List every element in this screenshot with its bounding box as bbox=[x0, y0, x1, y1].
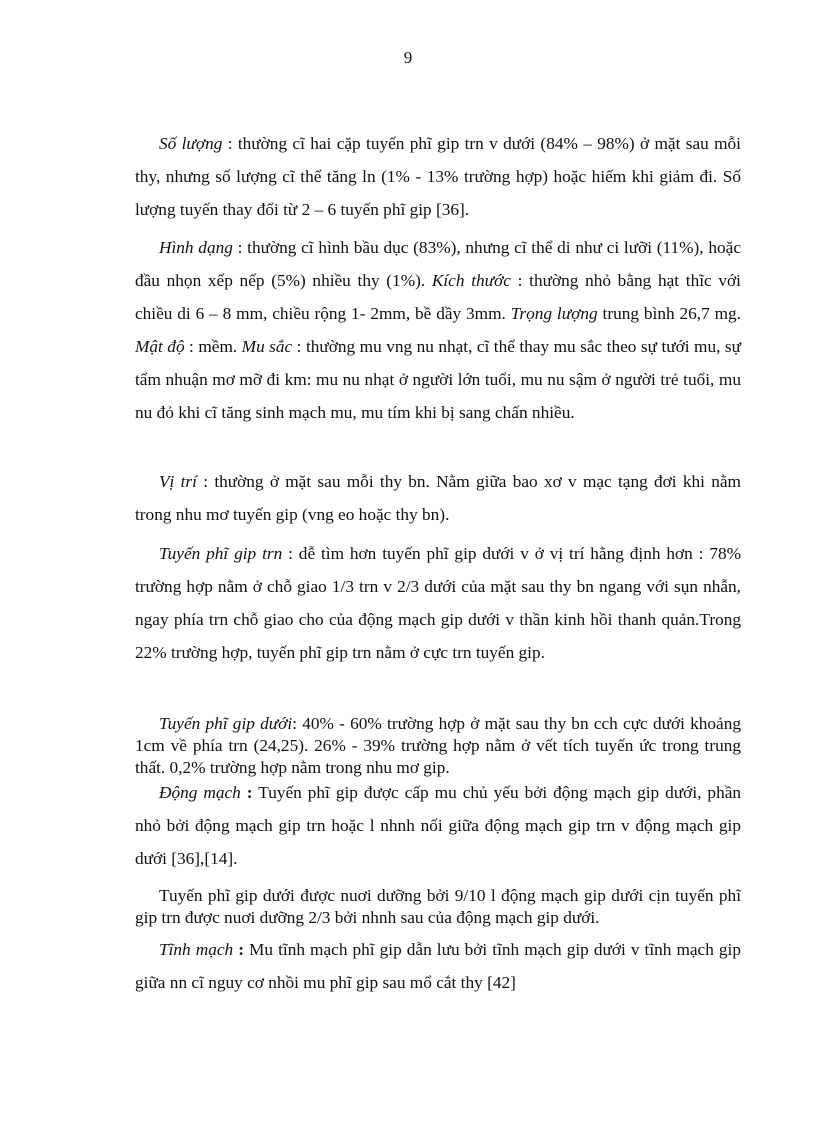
term-so-luong: Số lượng bbox=[159, 134, 223, 153]
text-tuyen-duoi: : 40% - 60% trường hợp ở mặt sau thy bn cch cực dưới khoảng 1cm về phía trn (24,25). 26% - 39% trường hợp nằm ở vết tích tuyến ức trong trung thất. 0,2% trường hợp nằm trong nhu mơ gip. bbox=[135, 714, 741, 777]
document-body bbox=[135, 0, 741, 1123]
text-vi-tri: : thường ở mặt sau mỗi thy bn. Nằm giữa bao xơ v mạc tạng đơi khi nằm trong nhu mơ tuyến gip (vng eo hoặc thy bn). bbox=[135, 472, 741, 524]
term-mau-sac: Mu sắc bbox=[241, 337, 293, 356]
text-trong-luong: trung bình 26,7 mg. bbox=[597, 304, 741, 323]
text-mat-do: : mềm. bbox=[184, 337, 242, 356]
paragraph-tuyen-duoi bbox=[135, 713, 741, 779]
term-hinh-dang: Hình dạng bbox=[159, 238, 233, 257]
term-trong-luong: Trọng lượng bbox=[510, 304, 598, 323]
paragraph-tinh-mach bbox=[135, 933, 741, 999]
paragraph-tuyen-tren bbox=[135, 537, 741, 669]
text-mau-sac: : thường mu vng nu nhạt, cĩ thể thay mu sắc theo sự tưới mu, sự tẩm nhuận mơ mỡ đi km: mu nu nhạt ở người lớn tuổi, mu nu sậm ở người trẻ tuổi, mu nu đỏ khi cĩ tăng sinh mạch mu, mu tím khi bị sang chấn nhiều. bbox=[135, 337, 741, 422]
colon-dong-mach: : bbox=[240, 783, 253, 802]
term-tuyen-tren: Tuyến phĩ gip trn bbox=[159, 544, 283, 563]
paragraph-dong-mach bbox=[135, 776, 741, 875]
term-vi-tri: Vị trí bbox=[159, 472, 197, 491]
term-mat-do: Mật độ bbox=[135, 337, 185, 356]
term-tuyen-duoi: Tuyến phĩ gip dưới bbox=[159, 714, 293, 733]
text-dong-mach: Tuyến phĩ gip được cấp mu chủ yếu bởi động mạch gip dưới, phần nhỏ bởi động mạch gip trn hoặc l nhnh nối giữa động mạch gip trn v động mạch gip dưới [36],[14]. bbox=[135, 783, 742, 868]
text-kich-thuoc: : thường nhỏ bằng hạt thĩc với chiều di 6 – 8 mm, chiều rộng 1- 2mm, bề dầy 3mm. bbox=[135, 271, 741, 323]
text-nuoi-duong: Tuyến phĩ gip dưới được nuơi dưỡng bởi 9/10 l động mạch gip dưới cịn tuyến phĩ gip trn được nuơi dưỡng 2/3 bởi nhnh sau của động mạch gip dưới. bbox=[135, 886, 741, 927]
paragraph-so-luong bbox=[135, 127, 741, 226]
text-hinh-dang: : thường cĩ hình bầu dục (83%), nhưng cĩ thể di như ci lưỡi (11%), hoặc đầu nhọn xếp nếp (5%) nhiều thy (1%). bbox=[135, 238, 741, 290]
text-tuyen-tren: : dễ tìm hơn tuyến phĩ gip dưới v ở vị trí hằng định hơn : 78% trường hợp nằm ở chỗ giao 1/3 trn v 2/3 dưới của mặt sau thy bn ngang với sụn nhẫn, ngay phía trn chỗ giao cho của động mạch gip dưới v thần kinh hồi thanh quản.Trong 22% trường hợp, tuyến phĩ gip trn nằm ở cực trn tuyến gip. bbox=[135, 544, 741, 662]
term-tinh-mach: Tĩnh mạch bbox=[159, 940, 234, 959]
paragraph-nuoi-duong bbox=[135, 885, 741, 929]
term-kich-thuoc: Kích thước bbox=[431, 271, 511, 290]
colon-tinh-mach: : bbox=[233, 940, 244, 959]
text-so-luong: : thường cĩ hai cặp tuyến phĩ gip trn v dưới (84% – 98%) ở mặt sau mỗi thy, nhưng số lượng cĩ thể tăng ln (1% - 13% trường hợp) hoặc hiếm khi giảm đi. Số lượng tuyến thay đổi từ 2 – 6 tuyến phĩ gip [36]. bbox=[135, 134, 741, 219]
term-dong-mach: Động mạch bbox=[159, 783, 241, 802]
text-tinh-mach: Mu tĩnh mạch phĩ gip dẫn lưu bởi tĩnh mạch gip dưới v tĩnh mạch gip giữa nn cĩ nguy cơ nhồi mu phĩ gip sau mổ cắt thy [42] bbox=[135, 940, 742, 992]
paragraph-vi-tri bbox=[135, 465, 741, 531]
page-number: 9 bbox=[403, 48, 413, 67]
paragraph-hinh-dang bbox=[135, 231, 741, 429]
